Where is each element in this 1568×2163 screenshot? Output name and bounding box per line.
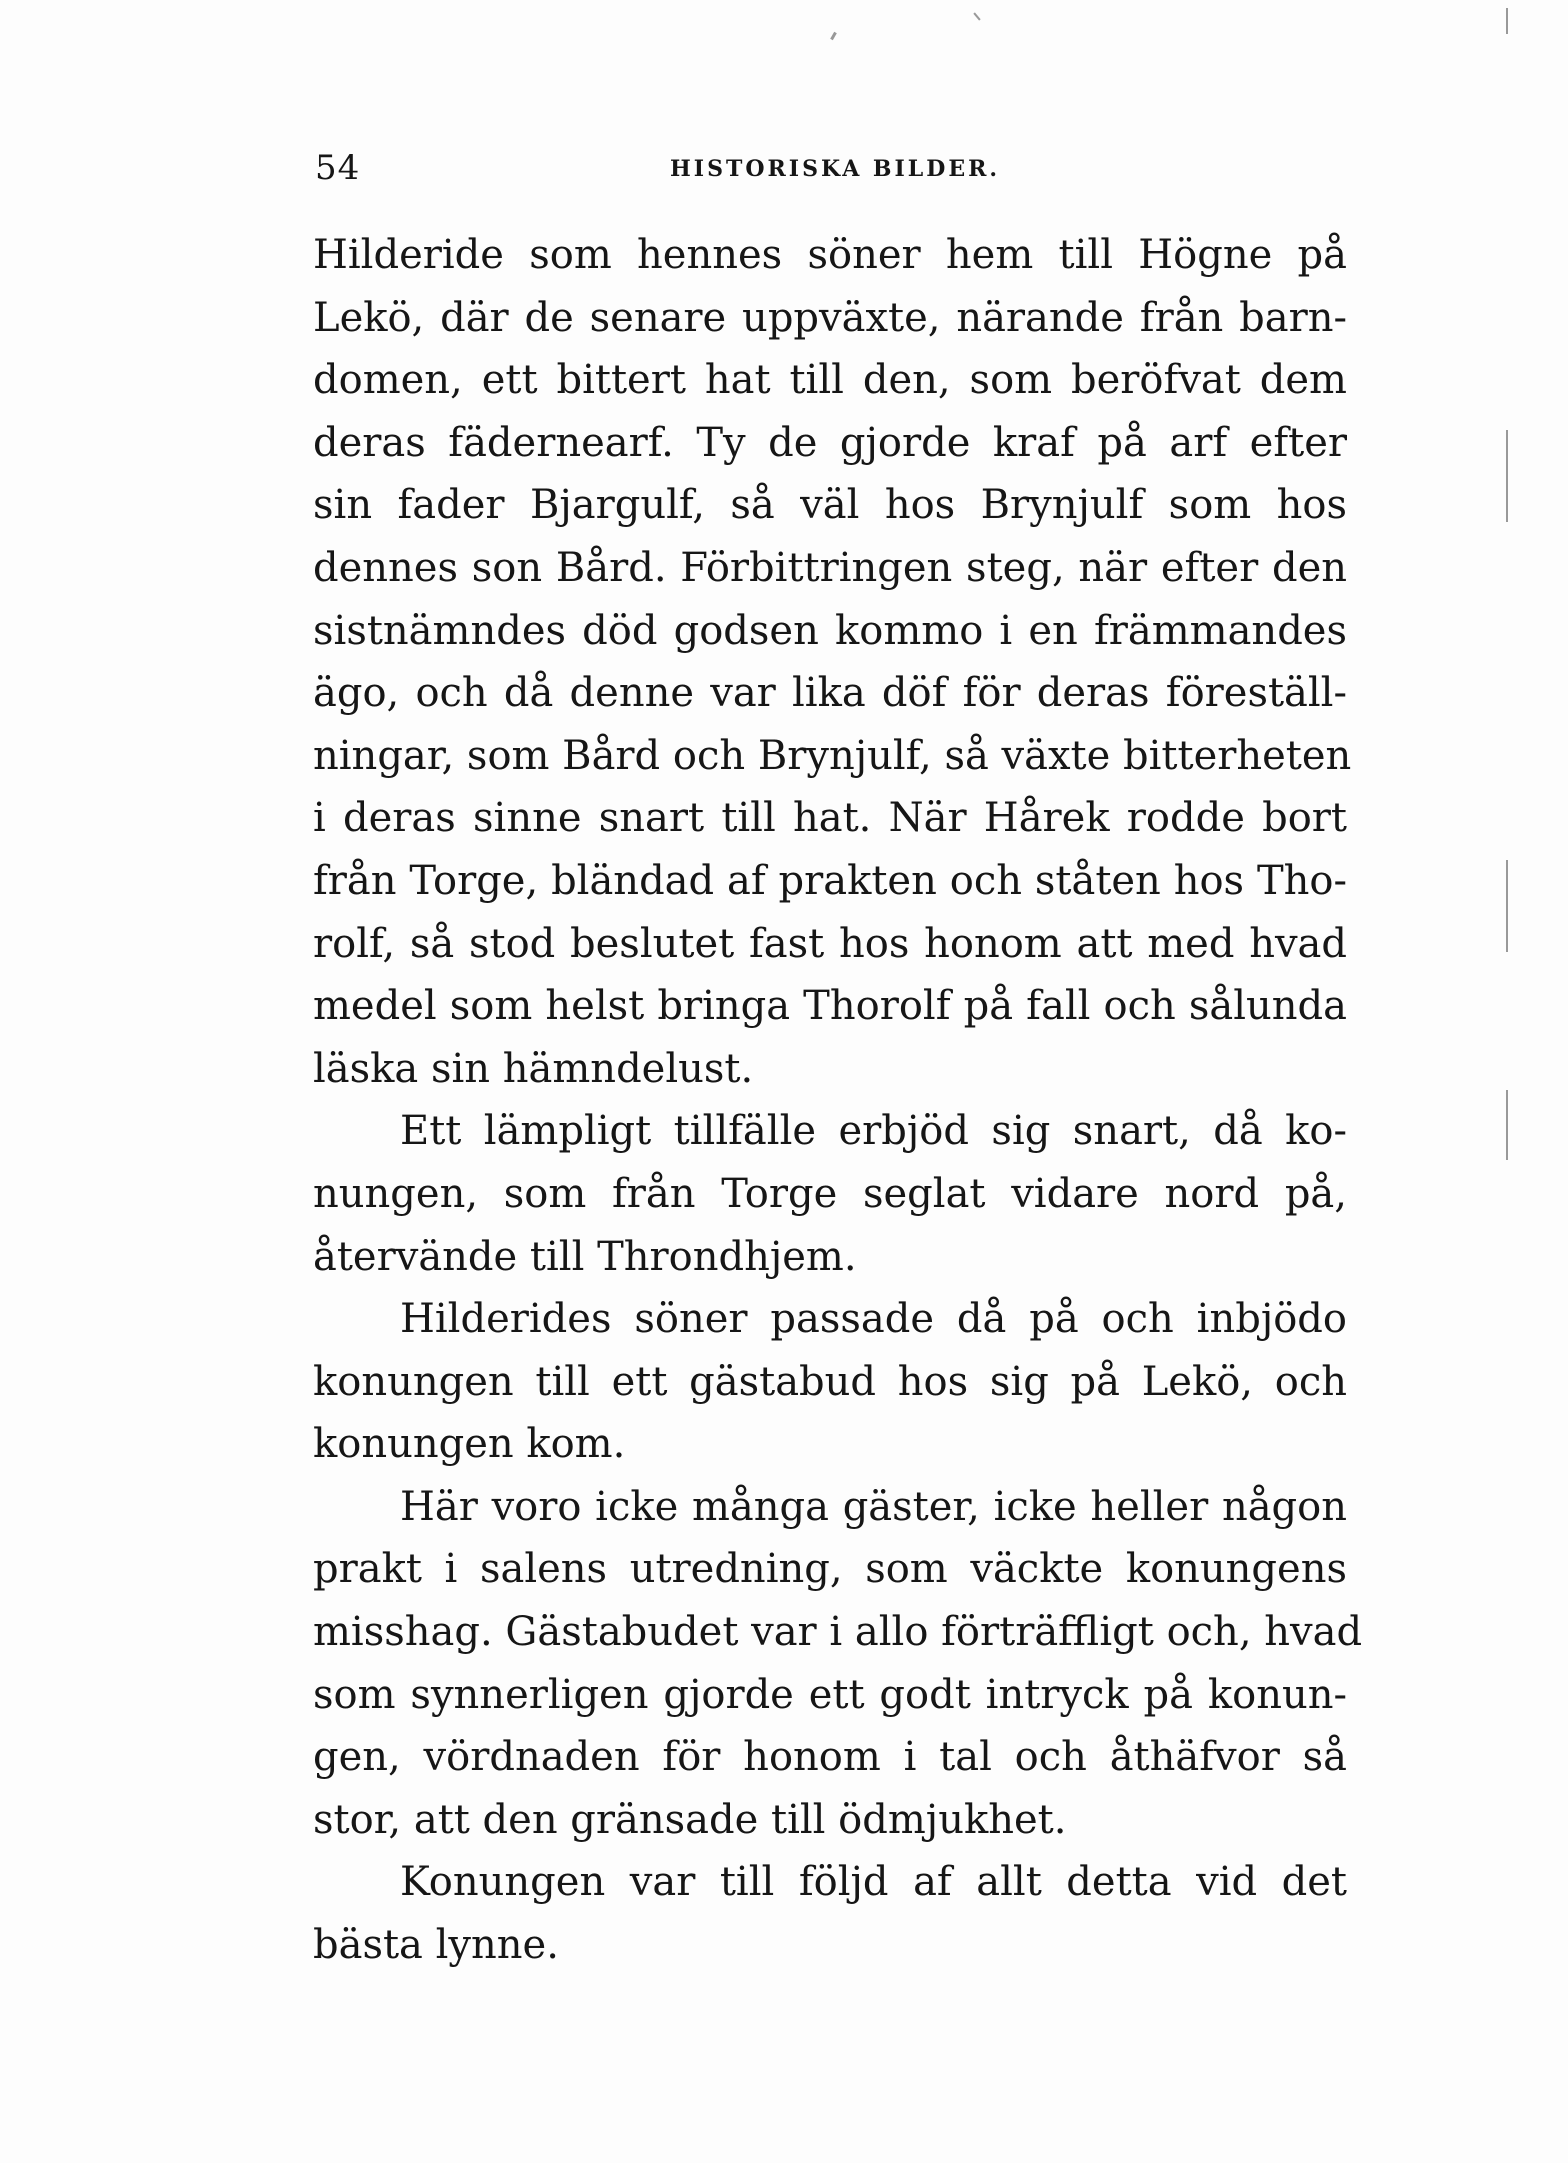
text-line: Hilderide som hennes söner hem till Högne på [313,232,1347,278]
text-line: medel som helst bringa Thorolf på fall och sålunda [313,983,1347,1030]
text-line: Ett lämpligt tillfälle erbjöd sig snart, då ko- [400,1108,1347,1155]
text-line: konungen till ett gästabud hos sig på Lekö, och [313,1358,1347,1405]
text-line: sistnämndes död godsen kommo i en främmandes [313,607,1347,654]
running-head: HISTORISKA BILDER. [670,156,1001,182]
text-line: misshag. Gästabudet var i allo förträffligt och, hvad [313,1609,1363,1656]
text-line: från Torge, bländad af prakten och ståten hos Tho- [313,857,1347,904]
scan-speck [1506,430,1508,522]
scan-speck [1506,860,1508,952]
scan-speck [1506,1090,1508,1160]
text-line: domen, ett bittert hat till den, som beröfvat dem [313,357,1347,404]
text-line: återvände till Throndhjem. [313,1233,857,1280]
text-line: Konungen var till följd af allt detta vid det [400,1859,1347,1906]
text-line: deras fädernearf. Ty de gjorde kraf på arf efter [313,419,1347,466]
scan-speck [973,12,980,20]
text-line: prakt i salens utredning, som väckte konungens [313,1546,1347,1593]
text-line: läska sin hämndelust. [313,1045,754,1092]
text-line: i deras sinne snart till hat. När Hårek rodde bort [313,795,1347,842]
scan-speck [1506,8,1508,34]
text-line: gen, vördnaden för honom i tal och åthäfvor så [313,1734,1347,1781]
text-line: Hilderides söner passade då på och inbjödo [400,1296,1347,1343]
scan-speck [830,32,837,40]
text-line: sin fader Bjargulf, så väl hos Brynjulf som hos [313,482,1347,529]
text-line: som synnerligen gjorde ett godt intryck på konun- [313,1671,1347,1718]
text-line: rolf, så stod beslutet fast hos honom att med hvad [313,920,1347,967]
text-line: Här voro icke många gäster, icke heller någon [400,1483,1347,1530]
text-line: dennes son Bård. Förbittringen steg, när efter den [313,544,1347,591]
text-line: nungen, som från Torge seglat vidare nord på, [313,1170,1347,1217]
text-line: Lekö, där de senare uppväxte, närande från barn- [313,294,1347,341]
text-line: ägo, och då denne var lika döf för deras föreställ- [313,670,1347,717]
page-header [315,148,1345,198]
text-line: stor, att den gränsade till ödmjukhet. [313,1796,1067,1843]
text-line: bästa lynne. [313,1922,559,1969]
body-text [313,224,1363,1977]
text-line: konungen kom. [313,1421,626,1468]
page-number: 54 [315,148,361,188]
text-line: ningar, som Bård och Brynjulf, så växte bitterheten [313,732,1352,779]
